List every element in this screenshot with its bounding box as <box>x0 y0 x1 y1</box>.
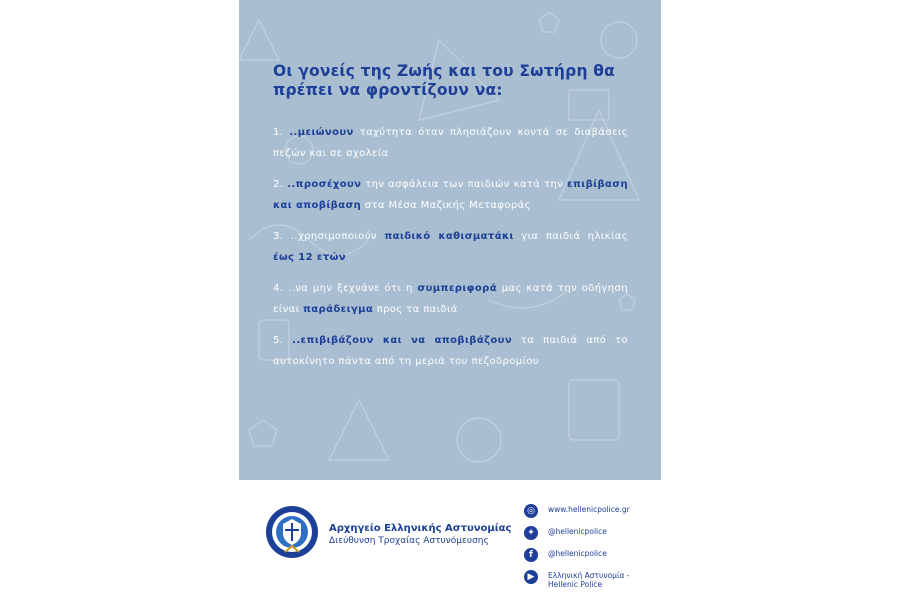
advice-item-number: 3. <box>273 231 284 242</box>
poster-content <box>273 62 628 382</box>
footer <box>239 480 661 596</box>
facebook-icon: f <box>524 548 538 562</box>
advice-highlight: επιβίβαση και αποβίβαση <box>273 179 628 211</box>
advice-text: την ασφάλεια των παιδιών κατά την <box>361 179 568 190</box>
poster-panel <box>239 0 661 480</box>
hellenic-police-logo <box>265 502 319 562</box>
advice-text: ταχύτητα όταν πλησιάζουν κοντά σε διαβάσεις πεζών και σε σχολεία <box>273 127 628 159</box>
advice-text: στα Μέσα Μαζικής Μεταφοράς <box>361 200 531 211</box>
link-youtube[interactable] <box>524 568 659 590</box>
advice-item <box>273 278 628 320</box>
advice-text: ..να μην ξεχνάνε ότι η <box>288 283 418 294</box>
advice-text: ..χρησιμοποιούν <box>290 231 385 242</box>
link-facebook-text[interactable]: @hellenicpolice <box>548 549 607 558</box>
link-youtube-text[interactable]: Ελληνική Αστυνομία - Hellenic Police <box>548 571 630 589</box>
advice-item <box>273 226 628 268</box>
link-twitter-text[interactable]: @hellenicpolice <box>548 527 607 536</box>
org-subtitle: Διεύθυνση Τροχαίας Αστυνόμευσης <box>329 536 489 546</box>
advice-highlight: παιδικό καθισματάκι <box>384 231 514 242</box>
advice-text: προς τα παιδιά <box>373 304 458 315</box>
advice-highlight: ..προσέχουν <box>287 179 362 190</box>
advice-item <box>273 330 628 372</box>
advice-text: μας κατά την οδήγηση είναι <box>273 283 628 315</box>
link-twitter[interactable] <box>524 524 659 546</box>
advice-highlight: παράδειγμα <box>302 304 374 315</box>
advice-text: για παιδιά ηλικίας <box>513 231 628 242</box>
youtube-icon: ▶ <box>524 570 538 584</box>
globe-icon: ◎ <box>524 504 538 518</box>
advice-item-number: 5. <box>273 335 284 346</box>
link-facebook[interactable] <box>524 546 659 568</box>
advice-highlight: ..μειώνουν <box>289 127 354 138</box>
advice-text: τα παιδιά από το αυτοκίνητο πάντα από τη μεριά του πεζοδρομίου <box>273 335 628 367</box>
advice-list <box>273 122 628 372</box>
advice-item <box>273 122 628 164</box>
link-website[interactable] <box>524 502 659 524</box>
link-website-text[interactable]: www.hellenicpolice.gr <box>548 505 630 514</box>
advice-highlight: ..επιβιβάζουν και να αποβιβάζουν <box>292 335 513 346</box>
social-links <box>524 502 659 590</box>
advice-item-number: 2. <box>273 179 284 190</box>
advice-highlight: συμπεριφορά <box>417 283 497 294</box>
advice-item <box>273 174 628 216</box>
advice-highlight: έως 12 ετών <box>273 252 346 263</box>
poster-heading: Οι γονείς της Ζωής και του Σωτήρη θα πρέπει να φροντίζουν να: <box>273 62 615 99</box>
org-title: Αρχηγείο Ελληνικής Αστυνομίας <box>329 523 512 534</box>
organization-block <box>329 522 511 547</box>
twitter-icon: ✦ <box>524 526 538 540</box>
advice-item-number: 1. <box>273 127 284 138</box>
advice-item-number: 4. <box>273 283 284 294</box>
